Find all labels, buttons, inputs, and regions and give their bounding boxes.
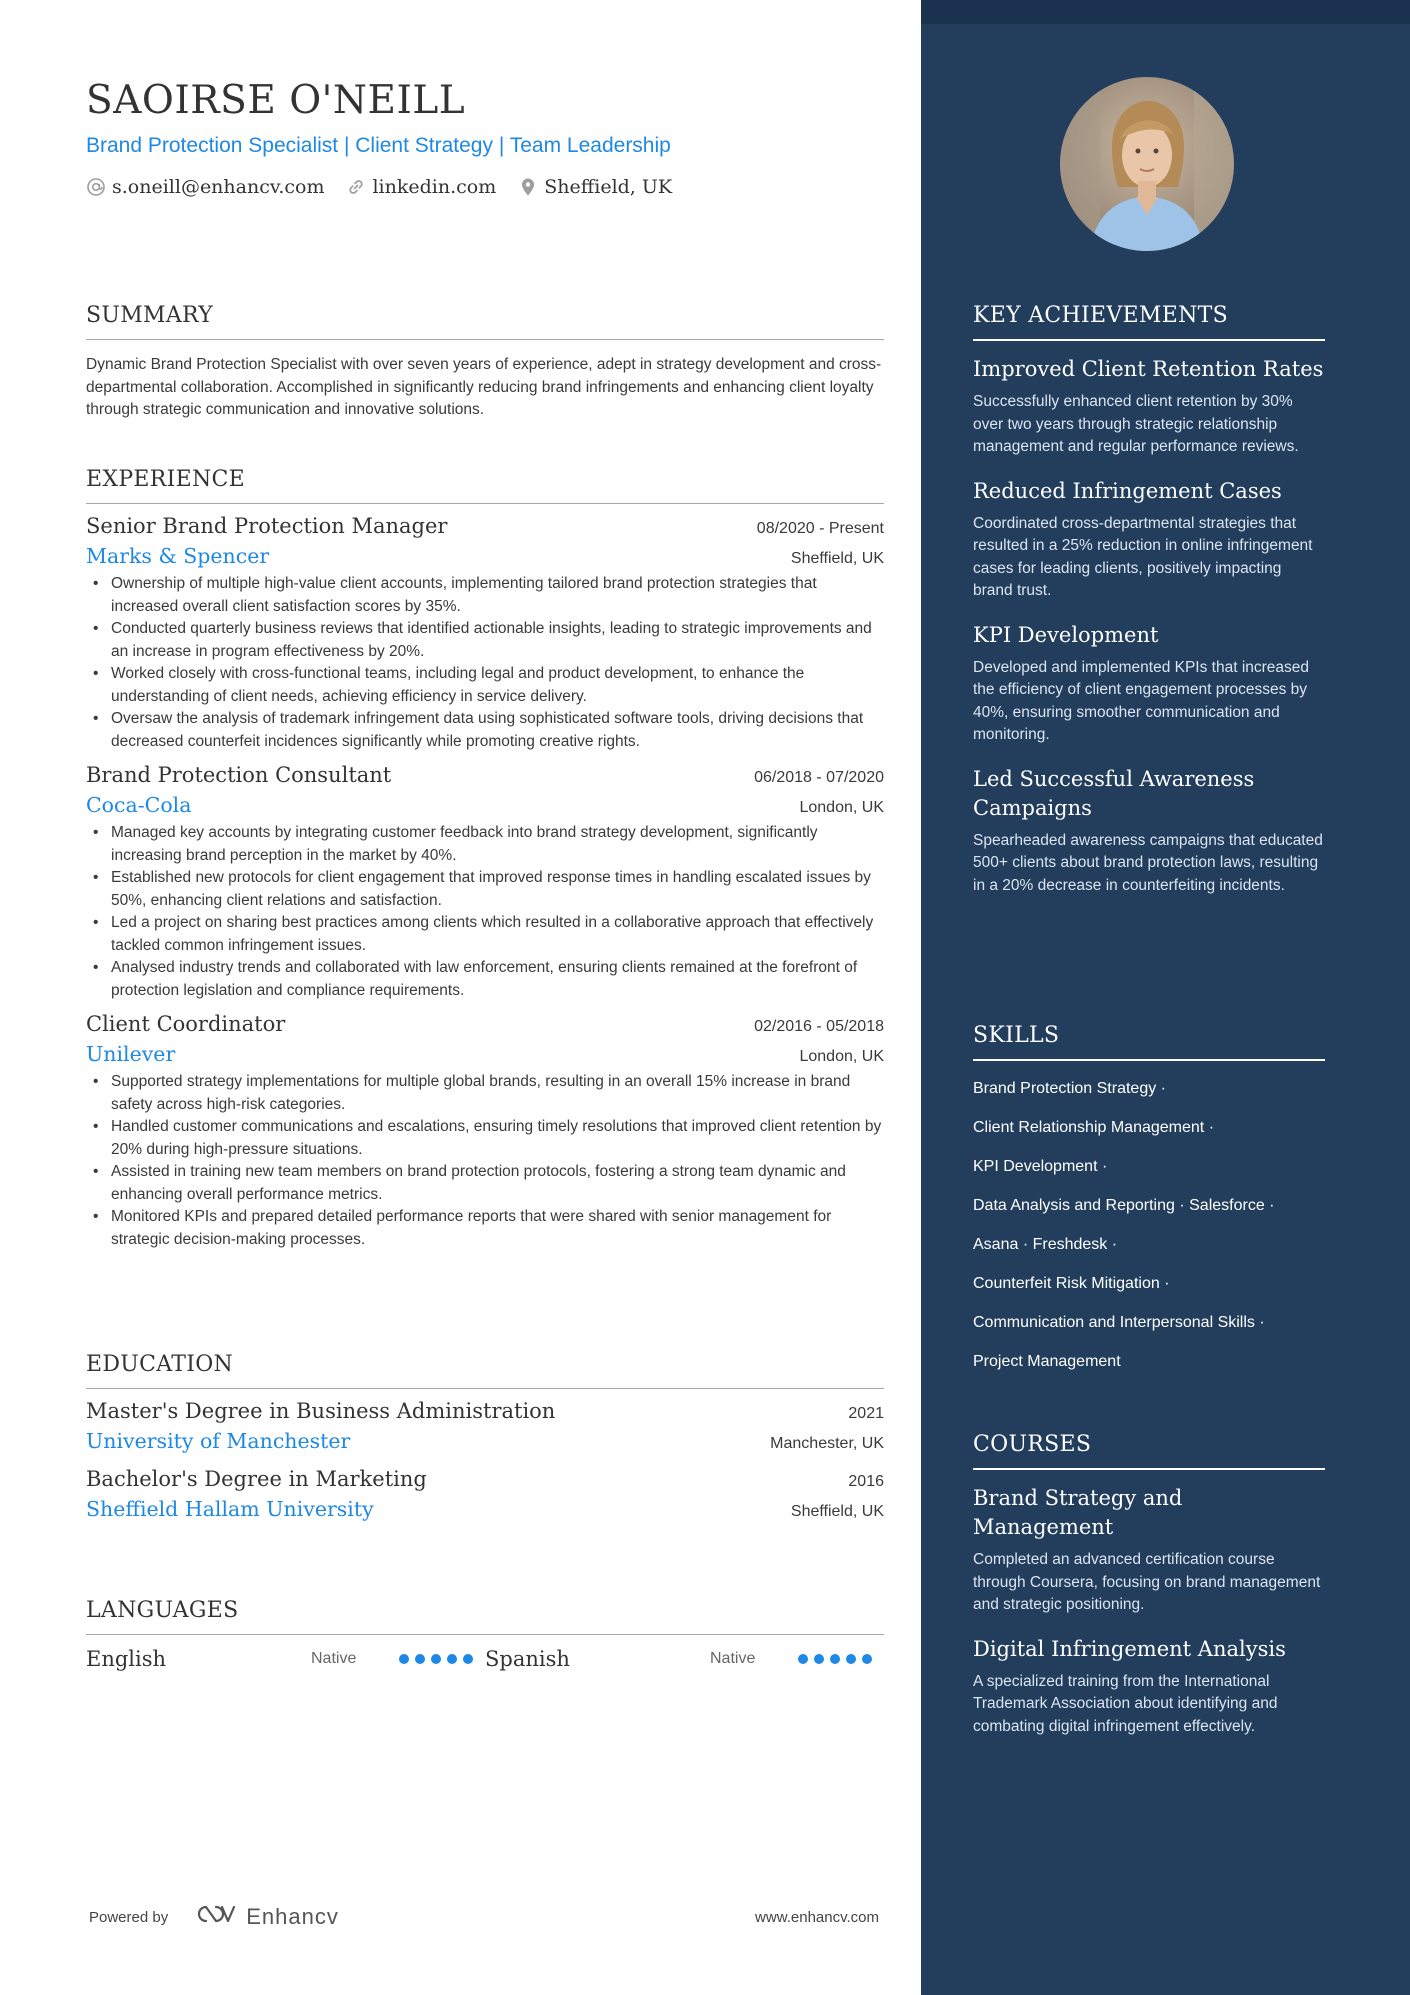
company-name: Unilever	[86, 1042, 176, 1066]
job-title: Brand Protection Consultant	[86, 763, 392, 787]
skill-line: KPI Development ·	[973, 1158, 1108, 1175]
candidate-name: SAOIRSE O'NEILL	[86, 78, 466, 123]
language-level: Native	[311, 1650, 357, 1667]
contact-location	[518, 176, 672, 198]
enhancv-logo-icon	[192, 1902, 238, 1932]
sidebar	[921, 0, 1410, 1995]
achievement-item	[973, 355, 1325, 459]
headline: Brand Protection Specialist | Client Strategy | Team Leadership	[86, 134, 671, 157]
school-name: University of Manchester	[86, 1429, 351, 1453]
at-sign-icon	[86, 177, 106, 197]
school-location: Sheffield, UK	[790, 1503, 884, 1520]
skill-list	[973, 1069, 1325, 1381]
skill-line: Data Analysis and Reporting · Salesforce ·	[973, 1197, 1275, 1214]
language-level: Native	[710, 1650, 756, 1667]
job-bullet: • Conducted quarterly business reviews that identified actionable insights, leading to strategic improvements and an increase in program effectiveness by 20%.	[86, 618, 884, 663]
job-dates: 08/2020 - Present	[756, 520, 884, 537]
linkedin-text: linkedin.com	[372, 176, 497, 198]
degree-title: Master's Degree in Business Administration	[86, 1399, 556, 1423]
achievement-title: Improved Client Retention Rates	[973, 357, 1324, 381]
rating-dot	[447, 1654, 457, 1664]
skills-section	[973, 1023, 1325, 1381]
job-bullet: • Analysed industry trends and collaborated with law enforcement, ensuring clients remained at the forefront of protection legislation and compliance requirements.	[86, 957, 884, 1002]
education-section	[86, 1352, 884, 1521]
job-entry	[86, 1012, 884, 1251]
education-title: EDUCATION	[86, 1352, 884, 1389]
job-bullet: • Ownership of multiple high-value client accounts, implementing tailored brand protection strategies that increased overall client satisfaction scores by 35%.	[86, 573, 884, 618]
course-item	[973, 1484, 1325, 1617]
skills-title: SKILLS	[973, 1023, 1325, 1061]
achievement-item	[973, 621, 1325, 747]
achievement-desc: Coordinated cross-departmental strategies that resulted in a 25% reduction in online infringement cases for leading clients, positively impacting brand trust.	[973, 514, 1313, 599]
rating-dot	[463, 1654, 473, 1664]
languages-section	[86, 1598, 884, 1671]
language-name: English	[86, 1647, 167, 1671]
job-bullet: • Assisted in training new team members on brand protection protocols, fostering a strong team dynamic and enhancing overall performance metrics.	[86, 1161, 884, 1206]
rating-dot	[846, 1654, 856, 1664]
job-location: London, UK	[799, 1048, 884, 1065]
school-name: Sheffield Hallam University	[86, 1497, 374, 1521]
location-text: Sheffield, UK	[544, 176, 673, 198]
rating-dot	[399, 1654, 409, 1664]
job-bullet: • Led a project on sharing best practices among clients which resulted in a collaborative approach that effectively tackled common infringement issues.	[86, 912, 884, 957]
contact-email[interactable]	[86, 176, 324, 198]
rating-dot	[814, 1654, 824, 1664]
achievement-title: Reduced Infringement Cases	[973, 478, 1282, 503]
footer	[89, 1902, 879, 1932]
rating-dot	[862, 1654, 872, 1664]
skill-line: Client Relationship Management ·	[973, 1119, 1215, 1136]
language-rating	[798, 1654, 872, 1664]
summary-title: SUMMARY	[86, 303, 884, 340]
achievement-desc: Successfully enhanced client retention by 30% over two years through strategic relationship management and regular performance reviews.	[973, 393, 1299, 455]
contact-linkedin[interactable]	[346, 176, 496, 198]
education-entry	[86, 1467, 884, 1521]
language-list	[86, 1647, 884, 1671]
rating-dot	[830, 1654, 840, 1664]
achievement-desc: Developed and implemented KPIs that increased the efficiency of client engagement processes by 40%, ensuring smoother communication and monitoring.	[973, 658, 1310, 743]
degree-title: Bachelor's Degree in Marketing	[86, 1467, 427, 1491]
sidebar-top-band	[921, 0, 1410, 24]
enhancv-logo-text: Enhancv	[246, 1904, 339, 1929]
powered-by-text: Powered by	[89, 1908, 169, 1926]
courses-section	[973, 1432, 1325, 1738]
job-bullets	[86, 573, 884, 753]
language-name: Spanish	[485, 1647, 570, 1671]
course-title: Brand Strategy and Management	[973, 1486, 1183, 1539]
language-item	[86, 1647, 485, 1671]
achievement-title: KPI Development	[973, 622, 1159, 647]
job-bullet: • Managed key accounts by integrating customer feedback into brand strategy development, significantly increasing brand perception in the market by 40%.	[86, 822, 884, 867]
job-bullet: • Monitored KPIs and prepared detailed performance reports that were shared with senior management for strategic decision-making processes.	[86, 1206, 884, 1251]
school-location: Manchester, UK	[770, 1435, 884, 1452]
courses-title: COURSES	[973, 1432, 1325, 1470]
job-title: Senior Brand Protection Manager	[86, 514, 448, 538]
job-title: Client Coordinator	[86, 1012, 286, 1036]
achievement-desc: Spearheaded awareness campaigns that educated 500+ clients about brand protection laws, resulting in a 20% decrease in counterfeiting incidents.	[973, 831, 1323, 894]
skill-line: Project Management	[973, 1353, 1121, 1370]
education-entry	[86, 1399, 884, 1453]
email-text: s.oneill@enhancv.com	[112, 176, 325, 198]
website-link[interactable]: www.enhancv.com	[755, 1908, 879, 1926]
language-rating	[399, 1654, 473, 1664]
job-bullet: • Worked closely with cross-functional teams, including legal and product development, to enhance the understanding of client needs, achieving efficiency in service delivery.	[86, 663, 884, 708]
achievement-item	[973, 765, 1325, 898]
achievements-section	[973, 303, 1325, 897]
map-pin-icon	[518, 177, 538, 197]
course-title: Digital Infringement Analysis	[973, 1636, 1286, 1661]
skill-line: Asana · Freshdesk ·	[973, 1236, 1118, 1253]
job-entry	[86, 514, 884, 753]
summary-text: Dynamic Brand Protection Specialist with over seven years of experience, adept in strategy development and cross-departmental collaboration. Accomplished in significantly reducing brand infringements and enhancing client loyalty through strategic communication and innovative solutions.	[86, 356, 882, 418]
experience-title: EXPERIENCE	[86, 467, 884, 504]
degree-year: 2021	[848, 1405, 884, 1422]
company-name: Coca-Cola	[86, 793, 192, 817]
course-desc: A specialized training from the International Trademark Association about identifying and combating digital infringement effectively.	[973, 1672, 1278, 1735]
course-desc: Completed an advanced certification course through Coursera, focusing on brand management and strategic positioning.	[973, 1551, 1321, 1613]
job-entry	[86, 763, 884, 1002]
course-item	[973, 1635, 1325, 1739]
achievement-title: Led Successful Awareness Campaigns	[973, 766, 1255, 820]
rating-dot	[415, 1654, 425, 1664]
enhancv-logo[interactable]	[192, 1902, 339, 1932]
job-bullet: • Oversaw the analysis of trademark infringement data using sophisticated software tools, driving decisions that decreased counterfeit incidences significantly while promoting creative rights.	[86, 708, 884, 753]
job-bullet: • Supported strategy implementations for multiple global brands, resulting in an overall 15% increase in brand safety across high-risk categories.	[86, 1071, 884, 1116]
degree-year: 2016	[848, 1473, 884, 1490]
job-location: Sheffield, UK	[790, 550, 884, 567]
rating-dot	[798, 1654, 808, 1664]
job-bullet: • Established new protocols for client engagement that improved response times in handling escalated issues by 50%, enhancing client relations and satisfaction.	[86, 867, 884, 912]
rating-dot	[431, 1654, 441, 1664]
summary-section	[86, 303, 884, 422]
contact-row	[86, 176, 672, 198]
powered-by	[89, 1902, 339, 1932]
job-bullets	[86, 822, 884, 1002]
skill-line: Counterfeit Risk Mitigation ·	[973, 1275, 1170, 1292]
languages-title: LANGUAGES	[86, 1598, 884, 1635]
job-bullet: • Handled customer communications and escalations, ensuring timely resolutions that improved client retention by 20% during high-pressure situations.	[86, 1116, 884, 1161]
job-dates: 02/2016 - 05/2018	[754, 1018, 884, 1035]
skill-line: Brand Protection Strategy ·	[973, 1080, 1166, 1097]
experience-section	[86, 467, 884, 1251]
job-location: London, UK	[799, 799, 884, 816]
skill-line: Communication and Interpersonal Skills ·	[973, 1314, 1265, 1331]
achievements-title: KEY ACHIEVEMENTS	[973, 303, 1325, 341]
job-bullets	[86, 1071, 884, 1251]
achievement-item	[973, 477, 1325, 603]
link-icon	[346, 177, 366, 197]
language-item	[485, 1647, 884, 1671]
profile-photo	[1060, 77, 1234, 251]
company-name: Marks & Spencer	[86, 544, 270, 568]
job-dates: 06/2018 - 07/2020	[754, 769, 884, 786]
